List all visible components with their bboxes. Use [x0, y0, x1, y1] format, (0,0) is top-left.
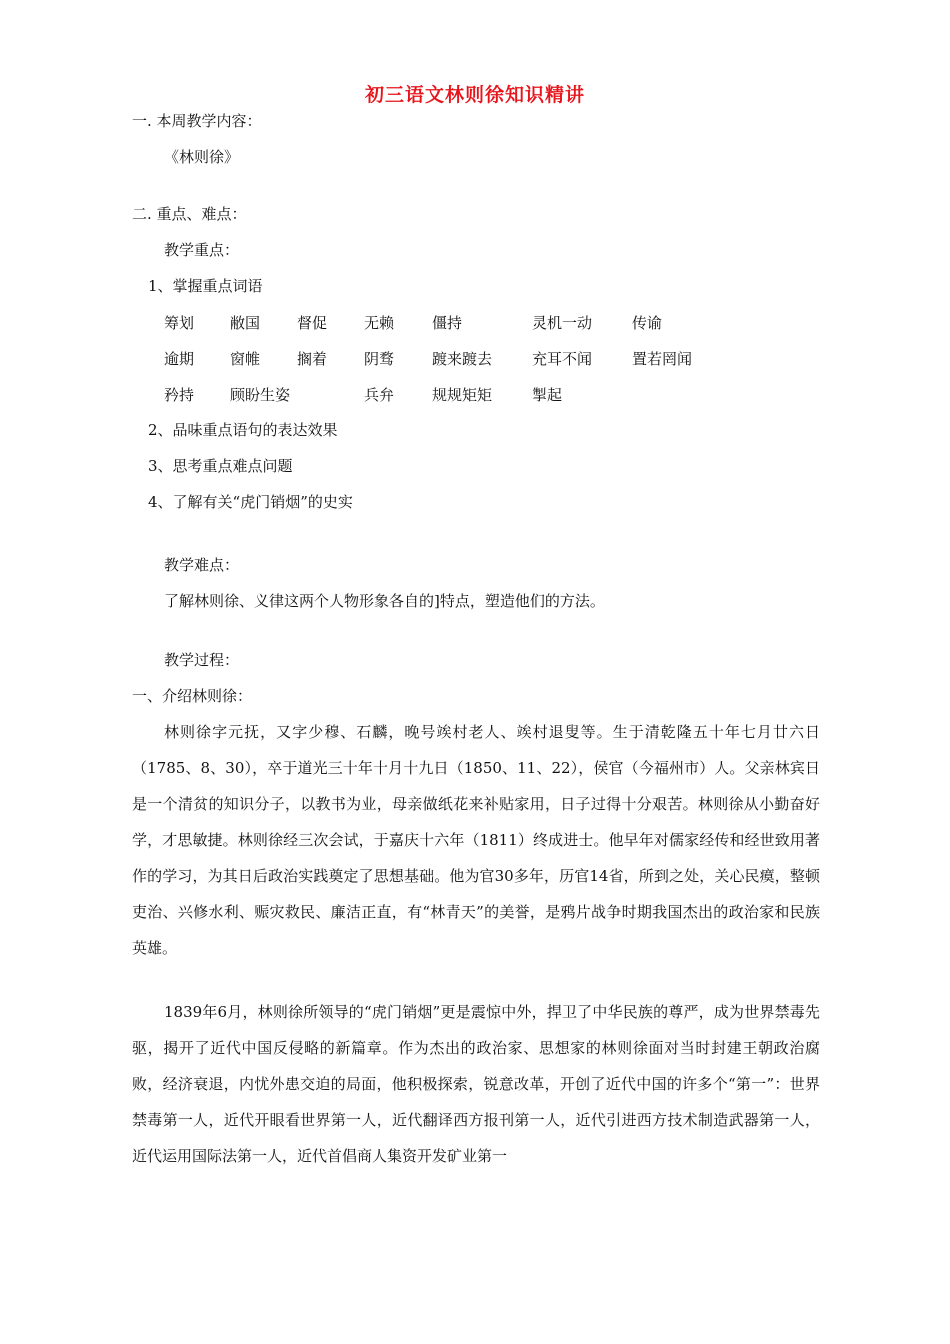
vocab-word: 充耳不闻: [532, 350, 593, 368]
vocab-word: 无赖: [364, 314, 395, 332]
vocab-word: 筹划: [164, 314, 195, 332]
vocab-word: 兵弁: [364, 386, 395, 404]
difficulty-label: 教学难点：: [164, 556, 240, 574]
vocab-word: 敝国: [230, 314, 261, 332]
vocab-word: 搁着: [297, 350, 328, 368]
difficulty-text: 了解林则徐、义律这两个人物形象各自的]特点，塑造他们的方法。: [164, 592, 605, 610]
vocab-word: 置若罔闻: [632, 350, 693, 368]
vocab-word: 传谕: [632, 314, 663, 332]
vocab-word: 顾盼生姿: [230, 386, 291, 404]
vocab-word: 阴骛: [364, 350, 395, 368]
focus-item-3: 3、思考重点难点问题: [148, 457, 293, 475]
process-heading: 一、介绍林则徐：: [132, 687, 253, 705]
process-label: 教学过程：: [164, 651, 240, 669]
section1-heading: 一. 本周教学内容：: [132, 112, 262, 130]
vocab-word: 灵机一动: [532, 314, 593, 332]
focus-item-1: 1、掌握重点词语: [148, 277, 263, 295]
vocab-row-1: [164, 312, 804, 332]
vocab-word: 掣起: [532, 386, 563, 404]
vocab-word: 踱来踱去: [432, 350, 493, 368]
vocab-row-2: [164, 348, 804, 368]
vocab-word: 僵持: [432, 314, 463, 332]
document-title: 初三语文林则徐知识精讲: [364, 84, 585, 106]
focus-item-4: 4、了解有关“虎门销烟”的史实: [148, 493, 353, 511]
section1-content: 《林则徐》: [164, 148, 240, 166]
section2-heading: 二. 重点、难点：: [132, 205, 247, 223]
intro-paragraph-2: 1839年6月，林则徐所领导的“虎门销烟”更是震惊中外，捍卫了中华民族的尊严，成为世界禁毒先驱，揭开了近代中国反侵略的新篇章。作为杰出的政治家、思想家的林则徐面对当时封建王朝政治腐败，经济衰退，内忧外患交迫的局面，他积极探索，锐意改革，开创了近代中国的许多个“第一”：世界禁毒第一人，近代开眼看世界第一人，近代翻译西方报刊第一人，近代引进西方技术制造武器第一人，近代运用国际法第一人，近代首倡商人集资开发矿业第一: [132, 1003, 820, 1165]
vocab-word: 窗帷: [230, 350, 261, 368]
vocab-word: 督促: [297, 314, 328, 332]
vocab-word: 逾期: [164, 350, 195, 368]
vocab-row-3: [164, 384, 804, 404]
focus-label: 教学重点：: [164, 241, 240, 259]
focus-item-2: 2、品味重点语句的表达效果: [148, 421, 338, 439]
intro-paragraph-1: 林则徐字元抚，又字少穆、石麟，晚号竢村老人、竢村退叟等。生于清乾隆五十年七月廿六日（1785、8、30），卒于道光三十年十月十九日（1850、11、22），侯官（今福州市）人。父亲林宾日是一个清贫的知识分子，以教书为业，母亲做纸花来补贴家用，日子过得十分艰苦。林则徐从小勤奋好学，才思敏捷。林则徐经三次会试，于嘉庆十六年（1811）终成进士。他早年对儒家经传和经世致用著作的学习，为其日后政治实践奠定了思想基础。他为官30多年，历官14省，所到之处，关心民瘼，整顿吏治、兴修水利、赈灾救民、廉洁正直，有“林青天”的美誉，是鸦片战争时期我国杰出的政治家和民族英雄。: [132, 723, 820, 957]
vocab-word: 规规矩矩: [432, 386, 493, 404]
vocab-word: 矜持: [164, 386, 195, 404]
